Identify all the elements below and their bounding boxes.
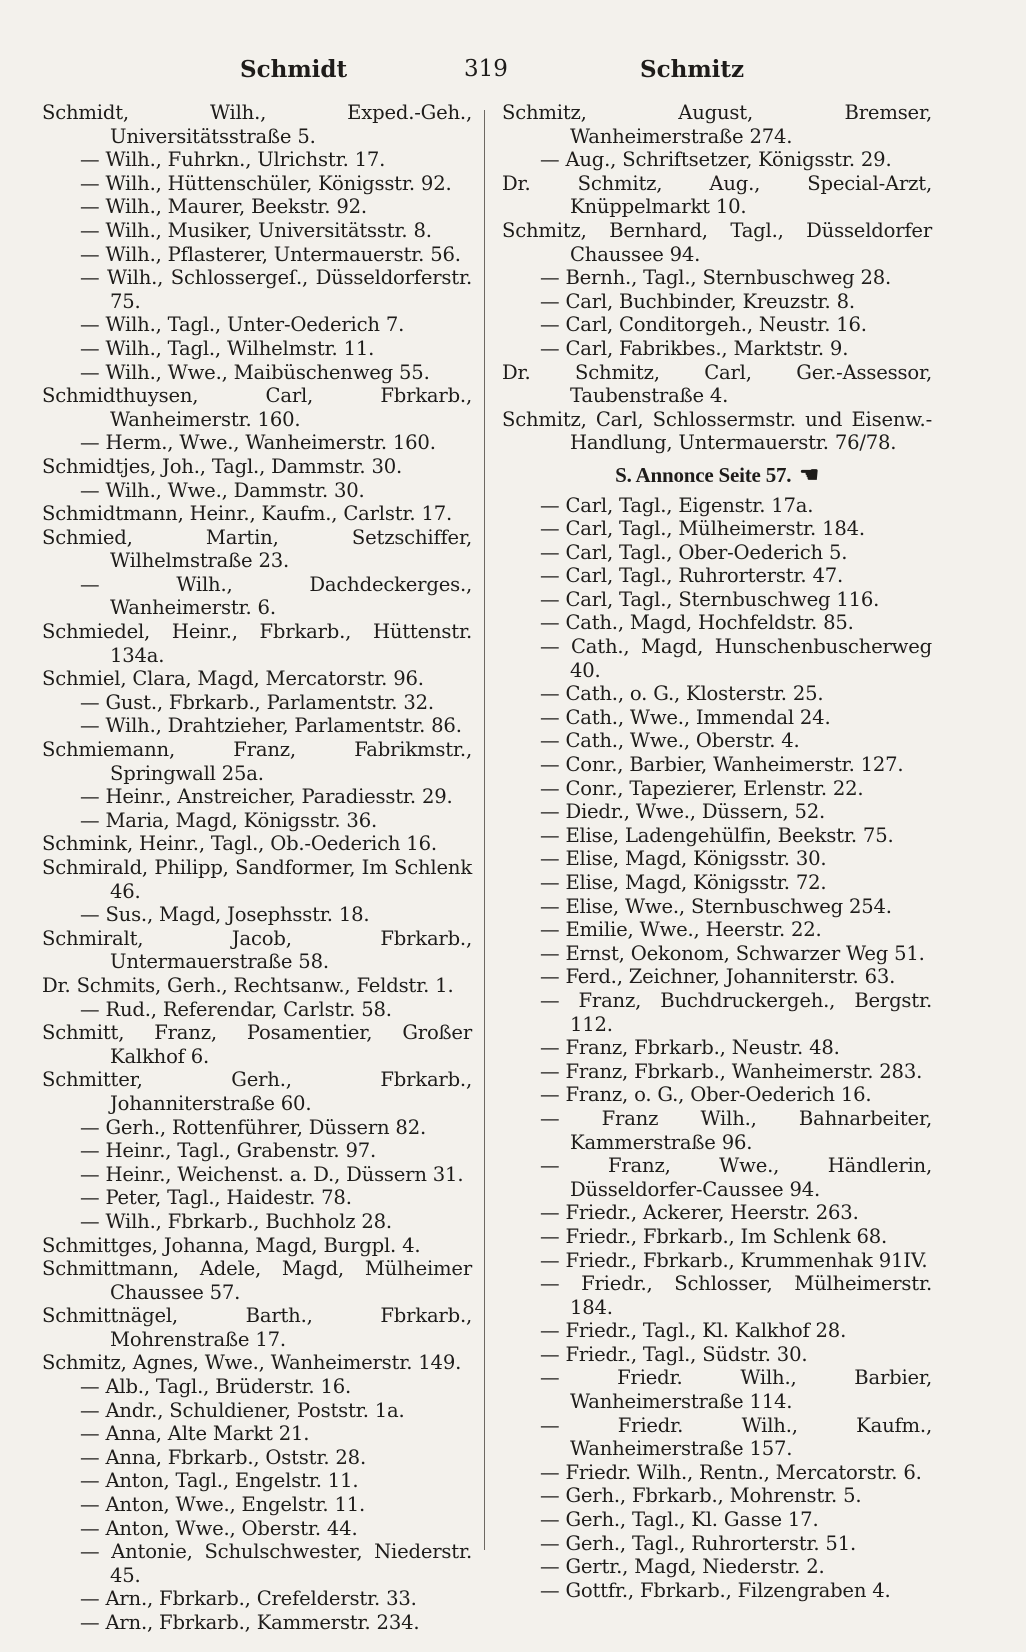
- directory-entry: — Arn., Fbrkarb., Kammerstr. 234.: [42, 1611, 472, 1635]
- directory-entry: Schmitz, Agnes, Wwe., Wanheimerstr. 149.: [42, 1351, 462, 1375]
- directory-entry: — Franz Wilh., Bahnarbeiter, Kammerstraße 96.: [502, 1107, 932, 1154]
- directory-entry: — Wilh., Wwe., Dammstr. 30.: [42, 479, 472, 503]
- directory-entry: — Wilh., Maurer, Beekstr. 92.: [42, 195, 472, 219]
- directory-entry: Schmidthuysen, Carl, Fbrkarb., Wanheimerstr. 160.: [42, 384, 472, 431]
- directory-entry: — Sus., Magd, Josephsstr. 18.: [42, 903, 472, 927]
- directory-entry: — Gertr., Magd, Niederstr. 2.: [502, 1555, 932, 1579]
- directory-entry: Dr. Schmits, Gerh., Rechtsanw., Feldstr. 1.: [42, 973, 454, 997]
- directory-entry: — Anna, Fbrkarb., Oststr. 28.: [42, 1446, 472, 1470]
- column-divider: [484, 110, 485, 1550]
- directory-entry: Schmiedel, Heinr., Fbrkarb., Hüttenstr. 134a.: [42, 620, 472, 667]
- directory-entry: — Anton, Wwe., Oberstr. 44.: [42, 1517, 472, 1541]
- directory-entry: — Heinr., Tagl., Grabenstr. 97.: [42, 1139, 472, 1163]
- directory-entry: Schmitter, Gerh., Fbrkarb., Johanniterstraße 60.: [42, 1068, 472, 1115]
- directory-entry: — Emilie, Wwe., Heerstr. 22.: [502, 918, 932, 942]
- directory-entry: Schmittges, Johanna, Magd, Burgpl. 4.: [42, 1233, 421, 1257]
- directory-entry: — Cath., Magd, Hunschenbuscherweg 40.: [502, 635, 932, 682]
- directory-entry: — Elise, Magd, Königsstr. 72.: [502, 871, 932, 895]
- directory-entry: — Aug., Schriftsetzer, Königsstr. 29.: [502, 148, 932, 172]
- directory-entry: — Alb., Tagl., Brüderstr. 16.: [42, 1375, 472, 1399]
- directory-entry: — Wilh., Drahtzieher, Parlamentstr. 86.: [42, 714, 472, 738]
- directory-entry: — Wilh., Hüttenschüler, Königsstr. 92.: [42, 172, 472, 196]
- directory-entry: — Carl, Conditorgeh., Neustr. 16.: [502, 313, 932, 337]
- directory-entry: — Diedr., Wwe., Düssern, 52.: [502, 800, 932, 824]
- directory-entry: — Gust., Fbrkarb., Parlamentstr. 32.: [42, 691, 472, 715]
- directory-entry: — Gottfr., Fbrkarb., Filzengraben 4.: [502, 1579, 932, 1603]
- directory-entry: — Friedr., Fbrkarb., Krummenhak 91IV.: [502, 1249, 932, 1273]
- right-column-bottom: [502, 494, 932, 1603]
- header-right-keyword: Schmitz: [640, 56, 745, 83]
- directory-entry: — Friedr., Ackerer, Heerstr. 263.: [502, 1201, 932, 1225]
- right-column-top: [502, 101, 932, 455]
- directory-entry: — Carl, Tagl., Eigenstr. 17a.: [502, 494, 932, 518]
- directory-entry: — Wilh., Pflasterer, Untermauerstr. 56.: [42, 243, 472, 267]
- directory-entry: — Cath., Wwe., Immendal 24.: [502, 706, 932, 730]
- directory-entry: Schmidtjes, Joh., Tagl., Dammstr. 30.: [42, 454, 403, 478]
- directory-entry: — Gerh., Rottenführer, Düssern 82.: [42, 1116, 472, 1140]
- annonce-text: S. Annonce Seite 57.: [615, 462, 792, 487]
- directory-entry: Schmittmann, Adele, Magd, Mülheimer Chaussee 57.: [42, 1257, 472, 1304]
- directory-entry: — Franz, o. G., Ober-Oederich 16.: [502, 1083, 932, 1107]
- directory-entry: — Wilh., Fbrkarb., Buchholz 28.: [42, 1210, 472, 1234]
- directory-entry: Schmitt, Franz, Posamentier, Großer Kalkhof 6.: [42, 1021, 472, 1068]
- directory-entry: — Conr., Tapezierer, Erlenstr. 22.: [502, 777, 932, 801]
- directory-entry: — Franz, Wwe., Händlerin, Düsseldorfer-Caussee 94.: [502, 1154, 932, 1201]
- directory-entry: — Conr., Barbier, Wanheimerstr. 127.: [502, 753, 932, 777]
- directory-entry: — Rud., Referendar, Carlstr. 58.: [42, 998, 472, 1022]
- directory-entry: Schmitz, Carl, Schlossermstr. und Eisenw.-Handlung, Untermauerstr. 76/78.: [502, 407, 932, 455]
- directory-entry: — Carl, Tagl., Sternbuschweg 116.: [502, 588, 932, 612]
- directory-entry: — Ferd., Zeichner, Johanniterstr. 63.: [502, 965, 932, 989]
- directory-entry: — Friedr., Tagl., Kl. Kalkhof 28.: [502, 1319, 932, 1343]
- directory-entry: — Bernh., Tagl., Sternbuschweg 28.: [502, 266, 932, 290]
- directory-entry: — Wilh., Tagl., Wilhelmstr. 11.: [42, 337, 472, 361]
- directory-entry: — Heinr., Anstreicher, Paradiesstr. 29.: [42, 785, 472, 809]
- directory-entry: — Wilh., Musiker, Universitätsstr. 8.: [42, 219, 472, 243]
- directory-entry: Schmirald, Philipp, Sandformer, Im Schlenk 46.: [42, 856, 472, 903]
- directory-entry: — Anton, Wwe., Engelstr. 11.: [42, 1493, 472, 1517]
- directory-entry: Schmidtmann, Heinr., Kaufm., Carlstr. 17.: [42, 502, 453, 526]
- directory-entry: — Heinr., Weichenst. a. D., Düssern 31.: [42, 1163, 472, 1187]
- directory-entry: — Elise, Magd, Königsstr. 30.: [502, 847, 932, 871]
- directory-entry: — Friedr. Wilh., Rentn., Mercatorstr. 6.: [502, 1461, 932, 1485]
- directory-entry: — Carl, Tagl., Ruhrorterstr. 47.: [502, 564, 932, 588]
- directory-entry: Schmiemann, Franz, Fabrikmstr., Springwall 25a.: [42, 738, 472, 785]
- right-column: [502, 101, 932, 1602]
- directory-entry: — Franz, Buchdruckergeh., Bergstr. 112.: [502, 989, 932, 1036]
- directory-entry: Dr. Schmitz, Carl, Ger.-Assessor, Taubenstraße 4.: [502, 360, 932, 408]
- directory-entry: — Arn., Fbrkarb., Crefelderstr. 33.: [42, 1587, 472, 1611]
- directory-entry: — Franz, Fbrkarb., Wanheimerstr. 283.: [502, 1060, 932, 1084]
- directory-entry: — Friedr., Schlosser, Mülheimerstr. 184.: [502, 1272, 932, 1319]
- page-number: 319: [464, 56, 508, 82]
- directory-entry: Schmiel, Clara, Magd, Mercatorstr. 96.: [42, 667, 424, 691]
- directory-entry: — Gerh., Tagl., Kl. Gasse 17.: [502, 1508, 932, 1532]
- directory-entry: — Wilh., Tagl., Unter-Oederich 7.: [42, 313, 472, 337]
- directory-entry: Schmiralt, Jacob, Fbrkarb., Untermauerstraße 58.: [42, 926, 472, 974]
- directory-entry: — Maria, Magd, Königsstr. 36.: [42, 809, 472, 833]
- directory-entry: — Cath., Magd, Hochfeldstr. 85.: [502, 611, 932, 635]
- directory-entry: — Anna, Alte Markt 21.: [42, 1422, 472, 1446]
- directory-entry: — Wilh., Fuhrkn., Ulrichstr. 17.: [42, 148, 472, 172]
- directory-entry: — Friedr. Wilh., Barbier, Wanheimerstraße 114.: [502, 1366, 932, 1413]
- directory-entry: — Franz, Fbrkarb., Neustr. 48.: [502, 1036, 932, 1060]
- directory-entry: — Carl, Tagl., Mülheimerstr. 184.: [502, 517, 932, 541]
- directory-entry: — Gerh., Fbrkarb., Mohrenstr. 5.: [502, 1484, 932, 1508]
- directory-entry: Schmink, Heinr., Tagl., Ob.-Oederich 16.: [42, 832, 437, 856]
- directory-entry: — Wilh., Wwe., Maibüschenweg 55.: [42, 361, 472, 385]
- directory-entry: — Carl, Buchbinder, Kreuzstr. 8.: [502, 290, 932, 314]
- directory-entry: — Cath., Wwe., Oberstr. 4.: [502, 729, 932, 753]
- directory-entry: — Carl, Fabrikbes., Marktstr. 9.: [502, 337, 932, 361]
- directory-entry: — Ernst, Oekonom, Schwarzer Weg 51.: [502, 942, 932, 966]
- directory-entry: — Anton, Tagl., Engelstr. 11.: [42, 1469, 472, 1493]
- left-column: [42, 101, 472, 1635]
- directory-entry: — Wilh., Dachdeckerges., Wanheimerstr. 6.: [42, 573, 472, 620]
- directory-entry: — Friedr., Fbrkarb., Im Schlenk 68.: [502, 1225, 932, 1249]
- header-left-keyword: Schmidt: [240, 56, 348, 83]
- directory-entry: Schmittnägel, Barth., Fbrkarb., Mohrenstraße 17.: [42, 1304, 472, 1351]
- directory-entry: — Antonie, Schulschwester, Niederstr. 45.: [42, 1540, 472, 1587]
- annonce-notice: [502, 463, 932, 488]
- pointing-hand-icon: ☚: [799, 461, 819, 487]
- directory-entry: — Cath., o. G., Klosterstr. 25.: [502, 682, 932, 706]
- directory-entry: Schmidt, Wilh., Exped.-Geh., Universitätsstraße 5.: [42, 101, 472, 148]
- directory-entry: — Friedr., Tagl., Südstr. 30.: [502, 1343, 932, 1367]
- directory-entry: — Peter, Tagl., Haidestr. 78.: [42, 1186, 472, 1210]
- directory-entry: — Carl, Tagl., Ober-Oederich 5.: [502, 541, 932, 565]
- directory-entry: Schmitz, August, Bremser, Wanheimerstraße 274.: [502, 101, 932, 148]
- directory-entry: — Elise, Ladengehülfin, Beekstr. 75.: [502, 824, 932, 848]
- directory-entry: Schmied, Martin, Setzschiffer, Wilhelmstraße 23.: [42, 525, 472, 573]
- directory-entry: — Gerh., Tagl., Ruhrorterstr. 51.: [502, 1532, 932, 1556]
- directory-entry: — Wilh., Schlossergeſ., Düsseldorferstr. 75.: [42, 266, 472, 313]
- directory-entry: Dr. Schmitz, Aug., Special-Arzt, Knüppelmarkt 10.: [502, 171, 932, 219]
- directory-entry: — Andr., Schuldiener, Poststr. 1a.: [42, 1399, 472, 1423]
- directory-entry: — Elise, Wwe., Sternbuschweg 254.: [502, 895, 932, 919]
- page-header: [40, 56, 986, 90]
- directory-entry: — Friedr. Wilh., Kaufm., Wanheimerstraße 157.: [502, 1414, 932, 1461]
- directory-entry: — Herm., Wwe., Wanheimerstr. 160.: [42, 431, 472, 455]
- directory-entry: Schmitz, Bernhard, Tagl., Düsseldorfer Chaussee 94.: [502, 218, 932, 266]
